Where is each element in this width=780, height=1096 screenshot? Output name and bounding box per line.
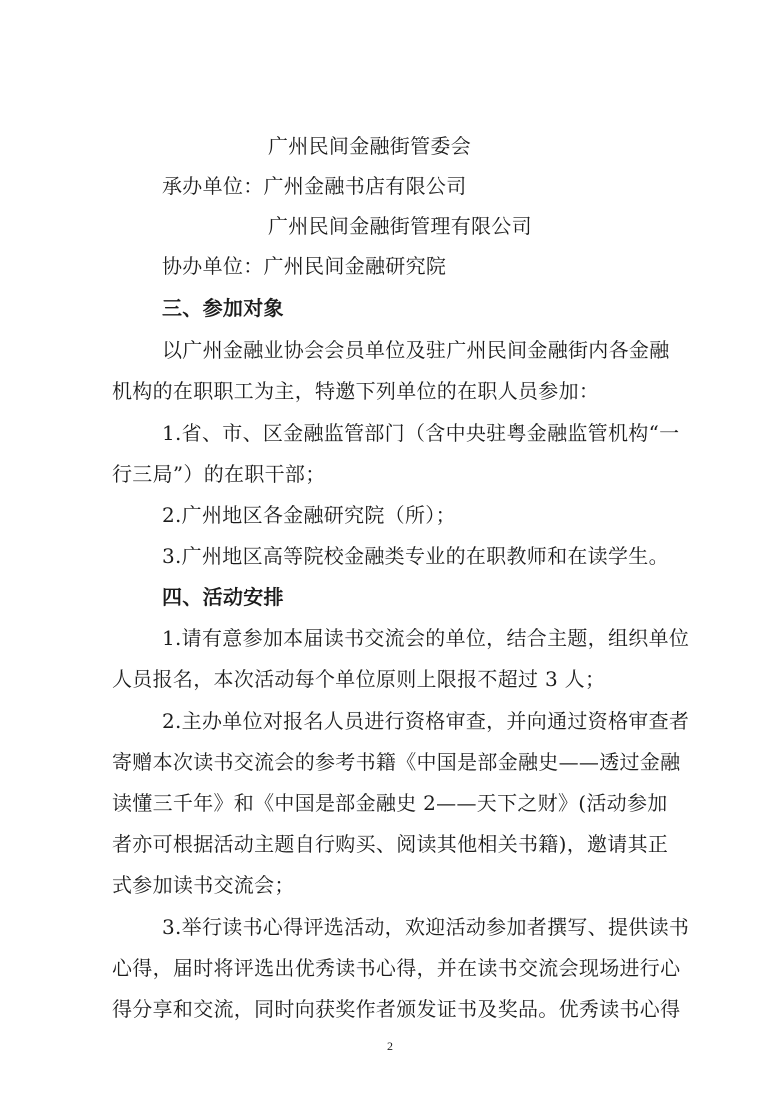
page-number: 2 bbox=[387, 1039, 393, 1053]
schedule-item-1: 1.请有意参加本届读书交流会的单位，结合主题，组织单位 bbox=[162, 626, 690, 650]
list-item-1-cont: 行三局”）的在职干部； bbox=[112, 462, 326, 486]
list-item-3: 3.广州地区高等院校金融类专业的在职教师和在读学生。 bbox=[162, 544, 669, 568]
schedule-item-3-cont: 心得，届时将评选出优秀读书心得，并在读书交流会现场进行心 bbox=[112, 956, 681, 980]
list-item-2: 2.广州地区各金融研究院（所）； bbox=[162, 503, 456, 527]
organizer-line: 广州民间金融街管委会 bbox=[268, 134, 471, 158]
schedule-item-2: 2.主办单位对报名人员进行资格审查，并向通过资格审查者 bbox=[162, 709, 690, 733]
assisting-organizer-line: 协办单位：广州民间金融研究院 bbox=[162, 254, 447, 278]
schedule-item-2-cont: 读懂三千年》和《中国是部金融史 2——天下之财》(活动参加 bbox=[112, 791, 668, 815]
schedule-item-3-cont: 得分享和交流，同时向获奖作者颁发证书及奖品。优秀读书心得 bbox=[112, 997, 681, 1021]
list-item-1: 1.省、市、区金融监管部门（含中央驻粤金融监管机构“一 bbox=[162, 421, 680, 445]
co-organizer-line: 承办单位：广州金融书店有限公司 bbox=[162, 174, 467, 198]
schedule-item-2-cont: 者亦可根据活动主题自行购买、阅读其他相关书籍)，邀请其正 bbox=[112, 832, 669, 856]
section-heading-schedule: 四、活动安排 bbox=[162, 585, 284, 609]
section-heading-participants: 三、参加对象 bbox=[162, 296, 284, 320]
paragraph-line: 以广州金融业协会会员单位及驻广州民间金融街内各金融 bbox=[162, 338, 670, 362]
schedule-item-2-cont: 寄赠本次读书交流会的参考书籍《中国是部金融史——透过金融 bbox=[112, 750, 681, 774]
paragraph-line: 机构的在职职工为主，特邀下列单位的在职人员参加： bbox=[112, 379, 600, 403]
schedule-item-2-cont: 式参加读书交流会； bbox=[112, 873, 295, 897]
schedule-item-3: 3.举行读书心得评选活动，欢迎活动参加者撰写、提供读书 bbox=[162, 915, 690, 939]
schedule-item-1-cont: 人员报名，本次活动每个单位原则上限报不超过 3 人； bbox=[112, 667, 606, 691]
co-organizer-line-2: 广州民间金融街管理有限公司 bbox=[268, 214, 532, 238]
